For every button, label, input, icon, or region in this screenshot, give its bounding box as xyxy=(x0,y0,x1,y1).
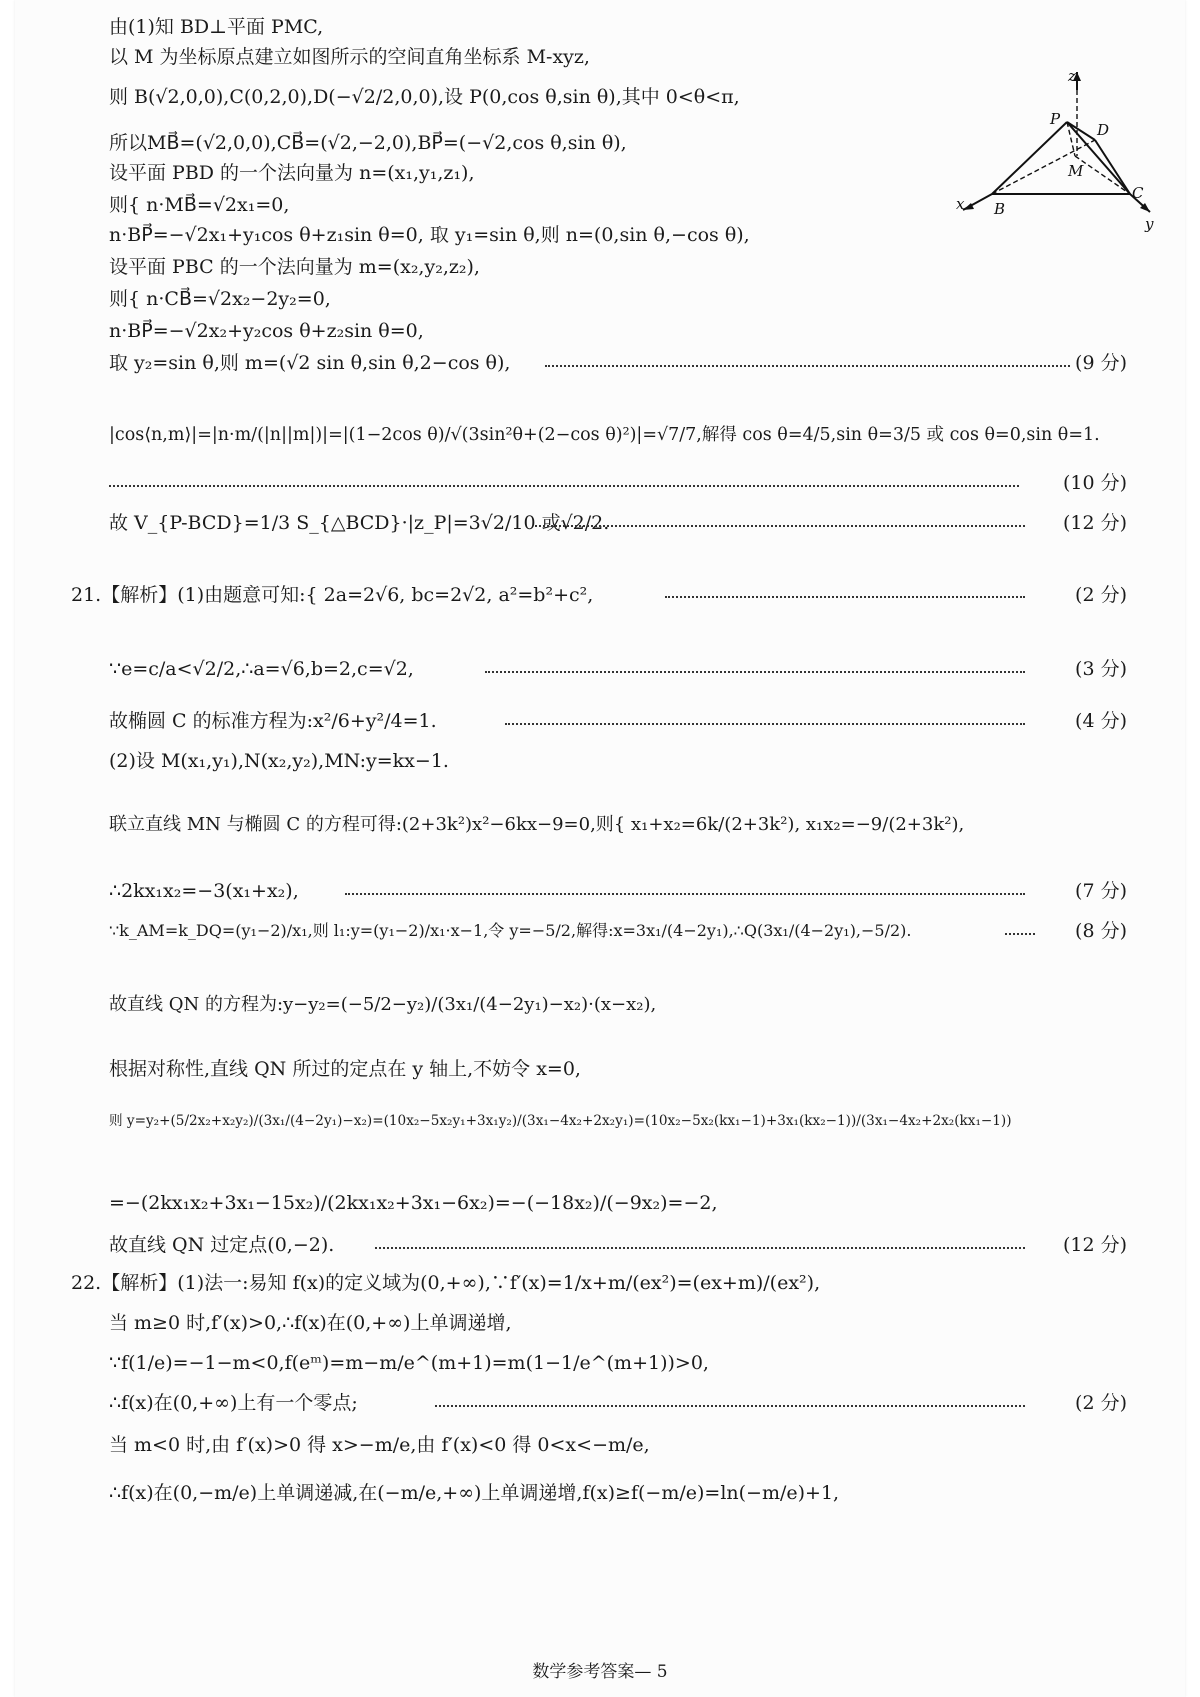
score-mark: (7 分) xyxy=(1075,880,1127,902)
text-line: 21.【解析】(1)由题意可知:{ 2a=2√6, bc=2√2, a²=b²+c², xyxy=(71,584,594,606)
score-mark: (12 分) xyxy=(1062,1234,1127,1256)
edge-DC xyxy=(1095,140,1130,194)
dotted-leader xyxy=(505,723,1025,725)
text-line: 当 m<0 时,由 f′(x)>0 得 x>−m/e,由 f′(x)<0 得 0<x<−m/e, xyxy=(109,1434,650,1456)
page-footer: 数学参考答案— 5 xyxy=(532,1662,668,1682)
text-line: 故椭圆 C 的标准方程为:x²/6+y²/4=1. xyxy=(109,710,437,732)
score-mark: (3 分) xyxy=(1075,658,1127,680)
label-y: y xyxy=(1145,215,1154,233)
text-line: 故 V_{P-BCD}=1/3 S_{△BCD}·|z_P|=3√2/10 或√2/2. xyxy=(109,512,610,534)
text-line: 由(1)知 BD⊥平面 PMC, xyxy=(109,16,324,38)
label-P: P xyxy=(1050,110,1061,128)
text-line: 当 m≥0 时,f′(x)>0,∴f(x)在(0,+∞)上单调递增, xyxy=(109,1312,512,1334)
text-line: 则{ n·CB⃗=√2x₂−2y₂=0, xyxy=(109,288,331,310)
dotted-leader xyxy=(535,525,1025,527)
label-z: z xyxy=(1068,72,1076,85)
text-line: ∵e=c/a<√2/2,∴a=√6,b=2,c=√2, xyxy=(109,658,414,680)
text-line: (2)设 M(x₁,y₁),N(x₂,y₂),MN:y=kx−1. xyxy=(109,750,449,772)
dotted-leader xyxy=(109,485,1019,487)
dotted-leader xyxy=(345,893,1025,895)
text-line: 22.【解析】(1)法一:易知 f(x)的定义域为(0,+∞),∵f′(x)=1/x+m/(ex²)=(ex+m)/(ex²), xyxy=(71,1272,821,1294)
score-mark: (10 分) xyxy=(1062,472,1127,494)
score-mark: (2 分) xyxy=(1075,584,1127,606)
dotted-leader xyxy=(485,671,1025,673)
score-mark: (8 分) xyxy=(1075,920,1127,942)
text-line: ∴f(x)在(0,+∞)上有一个零点; xyxy=(109,1392,358,1414)
label-x: x xyxy=(956,195,965,213)
text-line: =−(2kx₁x₂+3x₁−15x₂)/(2kx₁x₂+3x₁−6x₂)=−(−18x₂)/(−9x₂)=−2, xyxy=(109,1192,718,1214)
text-line: 以 M 为坐标原点建立如图所示的空间直角坐标系 M-xyz, xyxy=(109,46,590,68)
text-line: 故直线 QN 的方程为:y−y₂=(−5/2−y₂)/(3x₁/(4−2y₁)−x₂)·(x−x₂), xyxy=(109,994,657,1015)
text-line: 取 y₂=sin θ,则 m=(√2 sin θ,sin θ,2−cos θ), xyxy=(109,352,511,374)
edge-BP xyxy=(992,122,1067,194)
text-line: 则{ n·MB⃗=√2x₁=0, xyxy=(109,194,290,216)
text-line: 故直线 QN 过定点(0,−2). xyxy=(109,1234,335,1256)
text-line: 设平面 PBC 的一个法向量为 m=(x₂,y₂,z₂), xyxy=(109,256,480,278)
dotted-leader xyxy=(545,365,1070,367)
score-mark: (4 分) xyxy=(1075,710,1127,732)
text-line: 则 B(√2,0,0),C(0,2,0),D(−√2/2,0,0),设 P(0,cos θ,sin θ),其中 0<θ<π, xyxy=(109,86,740,108)
text-line: 联立直线 MN 与椭圆 C 的方程可得:(2+3k²)x²−6kx−9=0,则{ x₁+x₂=6k/(2+3k²), x₁x₂=−9/(2+3k²), xyxy=(109,814,965,835)
label-M: M xyxy=(1068,162,1084,180)
text-line: n·BP⃗=−√2x₁+y₁cos θ+z₁sin θ=0, 取 y₁=sin θ,则 n=(0,sin θ,−cos θ), xyxy=(109,224,750,246)
dotted-leader xyxy=(1005,933,1035,935)
label-B: B xyxy=(994,200,1006,218)
text-line: ∴2kx₁x₂=−3(x₁+x₂), xyxy=(109,880,299,902)
dotted-leader xyxy=(375,1247,1025,1249)
text-line: 则 y=y₂+(5/2x₂+x₂y₂)/(3x₁/(4−2y₁)−x₂)=(10x₂−5x₂y₁+3x₁y₂)/(3x₁−4x₂+2x₂y₁)=(10x₂−5x₂(kx₁−1)+3x₁(kx₂−1))/(3x₁−4x₂+2x₂(kx₁−1)) xyxy=(109,1113,1012,1129)
text-line: 根据对称性,直线 QN 所过的定点在 y 轴上,不妨令 x=0, xyxy=(109,1058,581,1080)
text-line: ∵k_AM=k_DQ=(y₁−2)/x₁,则 l₁:y=(y₁−2)/x₁·x−1,令 y=−5/2,解得:x=3x₁/(4−2y₁),∴Q(3x₁/(4−2y₁),−5/2). xyxy=(109,921,912,940)
score-mark: (2 分) xyxy=(1075,1392,1127,1414)
text-line: 所以MB⃗=(√2,0,0),CB⃗=(√2,−2,0),BP⃗=(−√2,cos θ,sin θ), xyxy=(109,132,627,154)
text-line: n·BP⃗=−√2x₂+y₂cos θ+z₂sin θ=0, xyxy=(109,320,424,342)
score-mark: (12 分) xyxy=(1062,512,1127,534)
label-D: D xyxy=(1097,121,1110,139)
dotted-leader xyxy=(665,596,1025,598)
score-mark: (9 分) xyxy=(1075,352,1127,374)
dotted-leader xyxy=(435,1405,1025,1407)
text-line: |cos⟨n,m⟩|=|n·m/(|n||m|)|=|(1−2cos θ)/√(3sin²θ+(2−cos θ)²)|=√7/7,解得 cos θ=4/5,sin θ=3/5 或 cos θ=0,sin θ=1. xyxy=(109,425,1100,445)
text-line: 设平面 PBD 的一个法向量为 n=(x₁,y₁,z₁), xyxy=(109,162,475,184)
pyramid-coordinate-figure xyxy=(950,72,1170,252)
text-line: ∴f(x)在(0,−m/e)上单调递减,在(−m/e,+∞)上单调递增,f(x)≥f(−m/e)=ln(−m/e)+1, xyxy=(109,1482,840,1504)
answer-page xyxy=(15,0,1185,1697)
text-line: ∵f(1/e)=−1−m<0,f(eᵐ)=m−m/e^(m+1)=m(1−1/e^(m+1))>0, xyxy=(109,1352,709,1374)
label-C: C xyxy=(1132,184,1144,202)
